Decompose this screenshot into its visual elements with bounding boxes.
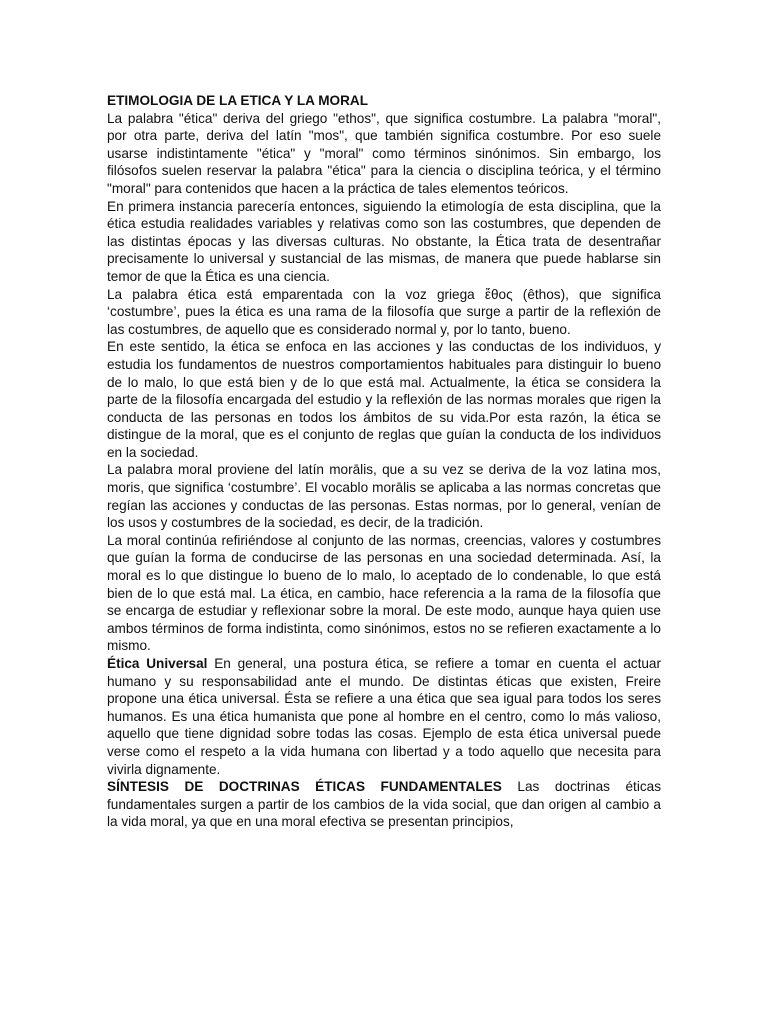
document-title: ETIMOLOGIA DE LA ETICA Y LA MORAL <box>107 93 369 108</box>
paragraph-text: La palabra "ética" deriva del griego "ethos", que significa costumbre. La palabra "moral", por otra parte, deriva del latín "mos", que también significa costumbre. Por eso suele usarse indistintamente "ética" y "moral" como términos sinónimos. Sin embargo, los filósofos suelen reservar la palabra "ética" para la ciencia o disciplina teórica, y el término "moral" para contenidos que hacen a la práctica de tales elementos teóricos. <box>107 110 661 196</box>
paragraph-text: La moral continúa refiriéndose al conjunto de las normas, creencias, valores y costumbres que guían la forma de conducirse de las personas en una sociedad determinada. Así, la moral es lo que distingue lo bueno de lo malo, lo aceptado de lo condenable, lo que está bien de lo que está mal. La ética, en cambio, hace referencia a la rama de la filosofía que se encarga de estudiar y reflexionar sobre la moral. De este modo, aunque haya quien use ambos términos de forma indistinta, como sinónimos, estos no se refieren exactamente a lo mismo. <box>107 532 661 654</box>
paragraph-ethics-focus <box>107 338 661 461</box>
paragraph-heading: SÍNTESIS DE DOCTRINAS ÉTICAS FUNDAMENTALES <box>107 779 502 795</box>
paragraph-text: La palabra ética está emparentada con la voz griega ἔθος (êthos), que significa ‘costumbre’, pues la ética es una rama de la filosofía que surge a partir de la reflexión de las costumbres, de aquello que es considerado normal y, por lo tanto, bueno. <box>107 286 661 337</box>
paragraph-doctrines-synthesis <box>107 778 661 831</box>
paragraph-text: En este sentido, la ética se enfoca en las acciones y las conductas de los individuos, y estudia los fundamentos de nuestros comportamientos habituales para distinguir lo bueno de lo malo, lo que está bien y de lo que está mal. Actualmente, la ética se considera la parte de la filosofía encargada del estudio y la reflexión de las normas morales que rigen la conducta de las personas en todos los ámbitos de su vida.Por esta razón, la ética se distingue de la moral, que es el conjunto de reglas que guían la conducta de los individuos en la sociedad. <box>107 339 661 460</box>
paragraph-text: Las doctrinas éticas fundamentales surgen a partir de los cambios de la vida social, que dan origen al cambio a la vida moral, ya que en una moral efectiva se presentan principios, <box>107 779 662 830</box>
paragraph-text: La palabra moral proviene del latín morālis, que a su vez se deriva de la voz latina mos, moris, que significa ‘costumbre’. El vocablo morālis se aplicaba a las normas concretas que regían las acciones y conductas de las personas. Estas normas, por lo general, venían de los usos y costumbres de la sociedad, es decir, de la tradición. <box>107 462 661 531</box>
paragraph-moral-latin <box>107 461 661 531</box>
paragraph-greek-ethos <box>107 286 661 339</box>
paragraph-etymology <box>107 110 661 198</box>
document-page <box>107 92 661 831</box>
paragraph-text: En general, una postura ética, se refiere a tomar en cuenta el actuar humano y su responsabilidad ante el mundo. De distintas éticas que existen, Freire propone una ética universal. Ésta se refiere a una ética que sea igual para todos los seres humanos. Es una ética humanista que pone al hombre en el centro, como lo más valioso, aquello que tiene dignidad sobre todas las cosas. Ejemplo de esta ética universal puede verse como el respeto a la vida humana con libertad y a todo aquello que necesita para vivirla dignamente. <box>107 656 661 777</box>
paragraph-first-instance <box>107 198 661 286</box>
paragraph-moral-continues <box>107 532 661 655</box>
paragraph-text: En primera instancia parecería entonces, siguiendo la etimología de esta disciplina, que la ética estudia realidades variables y relativas como son las costumbres, que dependen de las distintas épocas y las diversas culturas. No obstante, la Ética trata de desentrañar precisamente lo universal y sustancial de las mismas, de manera que puede hablarse sin temor de que la Ética es una ciencia. <box>107 198 661 284</box>
paragraph-heading: Ética Universal <box>107 656 208 671</box>
paragraph-universal-ethics <box>107 655 661 778</box>
